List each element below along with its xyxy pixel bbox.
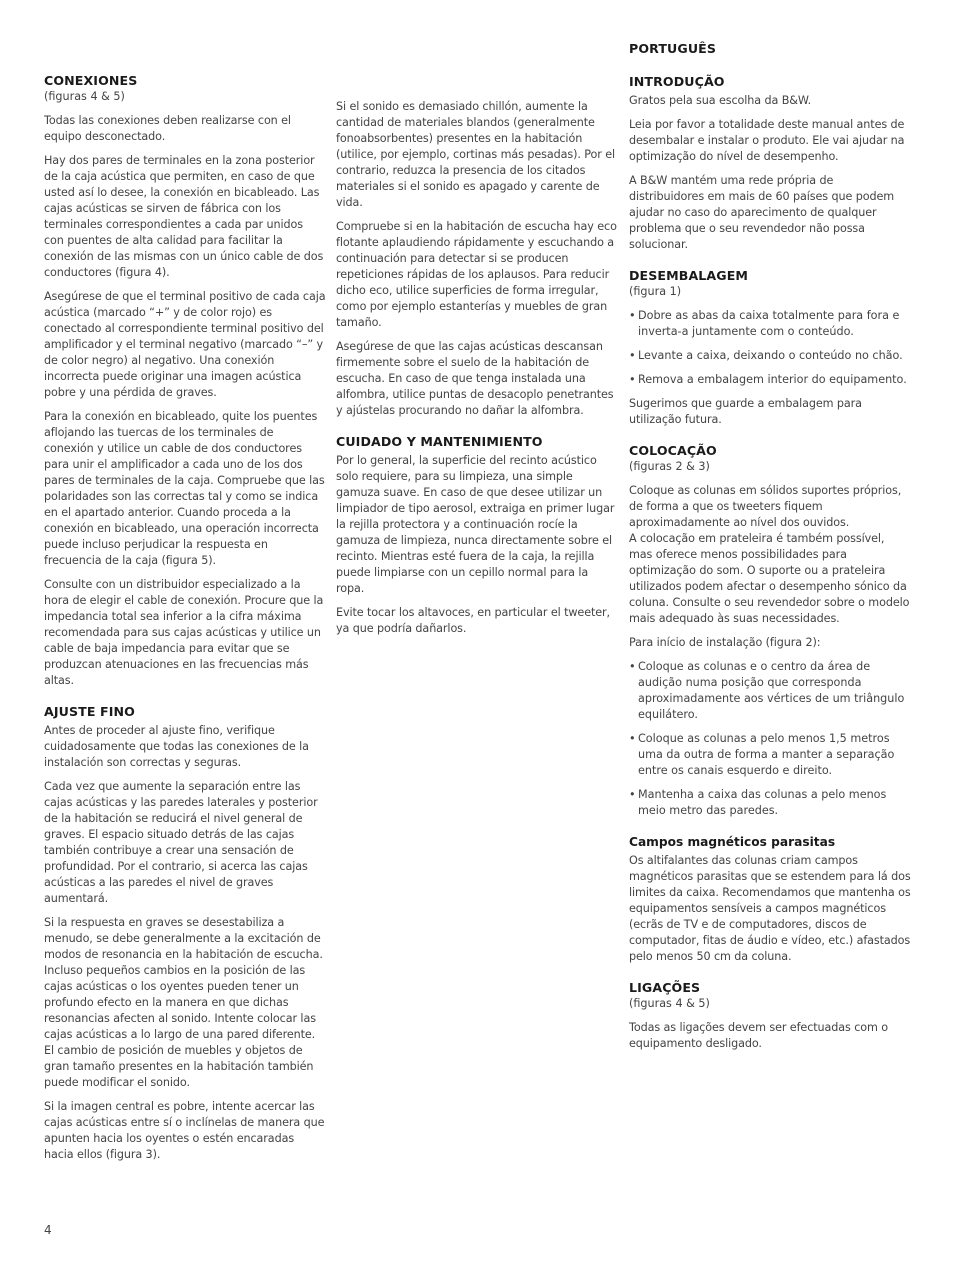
heading-colocacao: COLOCAÇÃO (629, 443, 717, 458)
paragraph: Asegúrese de que el terminal positivo de cada caja acústica (marcado “+” y de color rojo) es conectado al correspondiente terminal positivo del amplificador y el terminal negativo (marcado “–” y de color negro) al negativo. Una conexión incorrecta puede originar una imagen acústica pobre y una pérdida de graves. (44, 290, 326, 399)
paragraph: Sugerimos que guarde a embalagem para utilização futura. (629, 397, 862, 426)
bullet-icon: • (629, 309, 636, 322)
heading-campos-magneticos: Campos magnéticos parasitas (629, 835, 836, 849)
column-spanish-left (44, 73, 326, 1171)
column-spanish-middle (336, 99, 618, 645)
paragraph: Gratos pela sua escolha da B&W. (629, 94, 812, 107)
bullet-icon: • (629, 349, 636, 362)
paragraph: Si la respuesta en graves se desestabiliza a menudo, se debe generalmente a la excitación de modos de resonancia en la habitación de escucha. Incluso pequeños cambios en la posición de las cajas acústicas o los oyentes pueden tener un profundo efecto en la manera en que dichas resonancias afecten al sonido. Intente colocar las cajas acústicas a lo largo de una pared diferente. El cambio de posición de muebles y objetos de gran tamaño presentes en la habitación también puede modificar el sonido. (44, 916, 323, 1089)
list-item (629, 372, 911, 388)
paragraph: Antes de proceder al ajuste fino, verifique cuidadosamente que todas las conexiones de la instalación son correctas y seguras. (44, 724, 309, 769)
paragraph: Para la conexión en bicableado, quite los puentes aflojando las tuercas de los terminales de conexión y utilice un cable de dos conductores para unir el amplificador a cada uno de los dos pares de terminales de la caja. Compruebe que las polaridades son las correctas tal y como se indica en el apartado anterior. Cuando proceda a la conexión en bicableado, una operación incorrecta puede incluso perjudicar la respuesta en frecuencia de la caja (figura 5). (44, 410, 325, 567)
paragraph: Hay dos pares de terminales en la zona posterior de la caja acústica que permiten, en caso de que usted así lo desee, la conexión en bicableado. Las cajas acústicas se sirven de fábrica con los terminales correspondientes a cada par unidos con puentes de alta calidad para facilitar la conexión de las mismas con un único cable de dos conductores (figura 4). (44, 154, 324, 279)
paragraph: Os altifalantes das colunas criam campos magnéticos parasitas que se estendem para lá dos limites da caixa. Recomendamos que mantenha os equipamentos sensíveis a campos magnéticos (ecrãs de TV e de computadores, discos de computador, fitas de áudio e vídeo, etc.) afastados pelo menos 50 cm da coluna. (629, 854, 911, 963)
paragraph-line: A colocação em prateleira é também possível, mas oferece menos possibilidades para optimização do som. O suporte ou a prateleira utilizados podem afectar o desempenho sónico da coluna. Consulte o seu revendedor sobre o modelo mais adequado às suas necessidades. (629, 532, 910, 625)
heading-ligacoes: LIGAÇÕES (629, 980, 701, 995)
heading-conexiones: CONEXIONES (44, 73, 138, 88)
list-item-text: Coloque as colunas e o centro da área de audição numa posição que corresponda aproximadamente aos vértices de um triângulo equilátero. (638, 660, 905, 721)
paragraph: Evite tocar los altavoces, en particular el tweeter, ya que podría dañarlos. (336, 606, 611, 635)
heading-language: PORTUGUÊS (629, 41, 717, 56)
figures-reference: (figura 1) (629, 285, 682, 298)
bullet-icon: • (629, 788, 636, 801)
paragraph-line: Coloque as colunas em sólidos suportes próprios, de forma a que os tweeters fiquem aproximadamente ao nível dos ouvidos. (629, 484, 902, 529)
list-item (629, 787, 911, 819)
paragraph: Si la imagen central es pobre, intente acercar las cajas acústicas entre sí o inclínelas de manera que apunten hacia los oyentes o estén encaradas hacia ellos (figura 3). (44, 1100, 325, 1161)
list-item-text: Dobre as abas da caixa totalmente para fora e inverta-a juntamente com o conteúdo. (638, 309, 900, 338)
paragraph (629, 483, 911, 627)
paragraph: Consulte con un distribuidor especializado a la hora de elegir el cable de conexión. Procure que la impedancia total sea inferior a la cifra máxima recomendada para sus cajas acústicas y utilice un cable de baja impedancia para evitar que se produzcan atenuaciones en las frecuencias más altas. (44, 578, 324, 687)
heading-cuidado-mantenimiento: CUIDADO Y MANTENIMIENTO (336, 434, 543, 449)
paragraph: Por lo general, la superficie del recinto acústico solo requiere, para su limpieza, una simple gamuza suave. En caso de que desee utilizar un limpiador de tipo aerosol, extraiga en primer lugar la rejilla protectora y a continuación rocíe la gamuza de limpieza, nunca directamente sobre el recinto. Mientras esté fuera de la caja, la rejilla puede limpiarse con un cepillo normal para la ropa. (336, 454, 615, 595)
figures-reference: (figuras 2 & 3) (629, 460, 710, 473)
list-item (629, 659, 911, 723)
page-number: 4 (44, 1223, 52, 1237)
list-item-text: Remova a embalagem interior do equipamento. (638, 373, 907, 386)
heading-ajuste-fino: AJUSTE FINO (44, 704, 135, 719)
bullet-icon: • (629, 732, 636, 745)
paragraph: Leia por favor a totalidade deste manual antes de desembalar e instalar o produto. Ele vai ajudar na optimização do nível de desempenho. (629, 118, 905, 163)
list-item (629, 308, 911, 340)
paragraph: Cada vez que aumente la separación entre las cajas acústicas y las paredes laterales y posterior de la habitación se reducirá el nivel general de graves. El espacio situado detrás de las cajas también contribuye a crear una sensación de profundidad. Por el contrario, si acerca las cajas acústicas a las paredes el nivel de graves aumentará. (44, 780, 318, 905)
list-item-text: Levante a caixa, deixando o conteúdo no chão. (638, 349, 903, 362)
paragraph: Asegúrese de que las cajas acústicas descansan firmemente sobre el suelo de la habitación de escucha. En caso de que tenga instalada una alfombra, utilice puntas de desacoplo penetrantes y ajústelas procurando no dañar la alfombra. (336, 340, 614, 417)
heading-introducao: INTRODUÇÃO (629, 74, 725, 89)
paragraph: Para início de instalação (figura 2): (629, 636, 821, 649)
paragraph: Si el sonido es demasiado chillón, aumente la cantidad de materiales blandos (generalmente fonoabsorbentes) presentes en la habitación (utilice, por ejemplo, cortinas más pesadas). Por el contrario, reduzca la presencia de los citados materiales si el sonido es apagado y carente de vida. (336, 100, 615, 209)
list-item (629, 731, 911, 779)
paragraph: A B&W mantém uma rede própria de distribuidores em mais de 60 países que podem ajudar no caso do aparecimento de qualquer problema que o seu revendedor não possa solucionar. (629, 174, 895, 251)
bullet-icon: • (629, 373, 636, 386)
paragraph: Todas las conexiones deben realizarse con el equipo desconectado. (44, 114, 291, 143)
bullet-icon: • (629, 660, 636, 673)
list-item (629, 348, 911, 364)
column-portuguese (629, 41, 911, 1060)
figures-reference: (figuras 4 & 5) (629, 997, 710, 1010)
list-item-text: Coloque as colunas a pelo menos 1,5 metros uma da outra de forma a manter a separação entre os canais esquerdo e direito. (638, 732, 895, 777)
figures-reference: (figuras 4 & 5) (44, 90, 125, 103)
paragraph: Todas as ligações devem ser efectuadas com o equipamento desligado. (629, 1021, 889, 1050)
list-item-text: Mantenha a caixa das colunas a pelo menos meio metro das paredes. (638, 788, 887, 817)
paragraph: Compruebe si en la habitación de escucha hay eco flotante aplaudiendo rápidamente y escuchando a continuación para detectar si se producen repeticiones rápidas de los aplausos. Para reducir dicho eco, utilice superficies de forma irregular, como por ejemplo estanterías y muebles de gran tamaño. (336, 220, 617, 329)
heading-desembalagem: DESEMBALAGEM (629, 268, 749, 283)
